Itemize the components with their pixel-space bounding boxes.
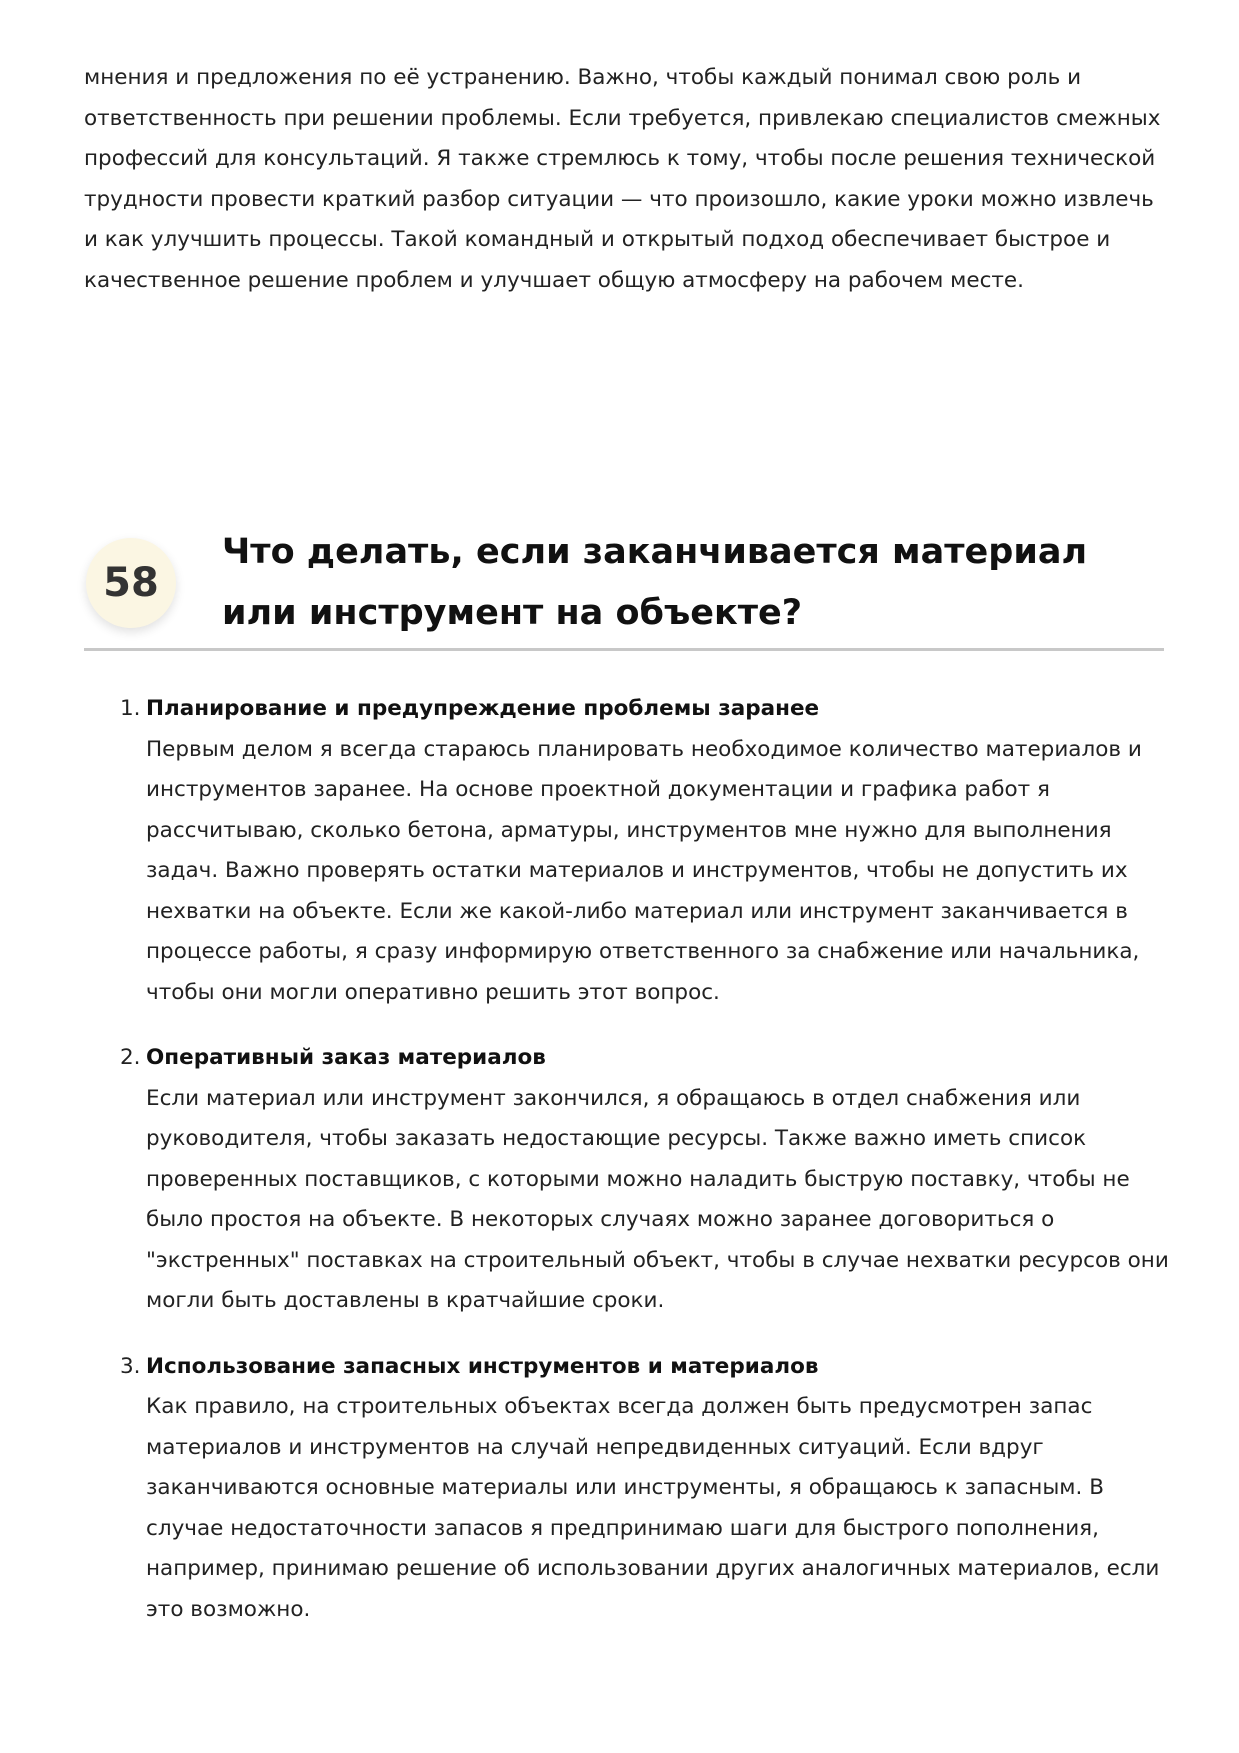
question-number-badge: 58: [86, 538, 176, 628]
list-item: [120, 1347, 1171, 1631]
item-text: Если материал или инструмент закончился, я обращаюсь в отдел снабжения или руководителя, чтобы заказать недостающие ресурсы. Также важно иметь список проверенных поставщиков, с которыми можно наладить быструю поставку, чтобы не было простоя на объекте. В некоторых случаях можно заранее договориться о "экстренных" поставках на строительный объект, чтобы в случае нехватки ресурсов они могли быть доставлены в кратчайшие сроки.: [146, 1085, 1169, 1313]
item-title: Использование запасных инструментов и материалов: [146, 1353, 819, 1379]
list-item: [120, 689, 1171, 1013]
item-number: 1.: [120, 696, 141, 721]
question-header: [84, 515, 1164, 651]
item-number: 2.: [120, 1045, 141, 1070]
list-item: [120, 1038, 1171, 1322]
question-title: Что делать, если заканчивается материал или инструмент на объекте?: [222, 532, 1088, 633]
answer-list: [120, 689, 1171, 1655]
item-text: Первым делом я всегда стараюсь планировать необходимое количество материалов и инструментов заранее. На основе проектной документации и графика работ я рассчитываю, сколько бетона, арматуры, инструментов мне нужно для выполнения задач. Важно проверять остатки материалов и инструментов, чтобы не допустить их нехватки на объекте. Если же какой-либо материал или инструмент заканчивается в процессе работы, я сразу информирую ответственного за снабжение или начальника, чтобы они могли оперативно решить этот вопрос.: [146, 736, 1142, 1005]
item-number: 3.: [120, 1353, 141, 1379]
item-title: Оперативный заказ материалов: [146, 1045, 546, 1070]
intro-paragraph: мнения и предложения по её устранению. Важно, чтобы каждый понимал свою роль и ответственность при решении проблемы. Если требуется, привлекаю специалистов смежных профессий для консультаций. Я также стремлюсь к тому, чтобы после решения технической трудности провести краткий разбор ситуации — что произошло, какие уроки можно извлечь и как улучшить процессы. Такой командный и открытый подход обеспечивает быстрое и качественное решение проблем и улучшает общую атмосферу на рабочем месте.: [84, 65, 1161, 293]
item-text: Как правило, на строительных объектах всегда должен быть предусмотрен запас материалов и инструментов на случай непредвиденных ситуаций. Если вдруг заканчиваются основные материалы или инструменты, я обращаюсь к запасным. В случае недостаточности запасов я предпринимаю шаги для быстрого пополнения, например, принимаю решение об использовании других аналогичных материалов, если это возможно.: [146, 1394, 1160, 1622]
item-title: Планирование и предупреждение проблемы заранее: [146, 696, 820, 721]
